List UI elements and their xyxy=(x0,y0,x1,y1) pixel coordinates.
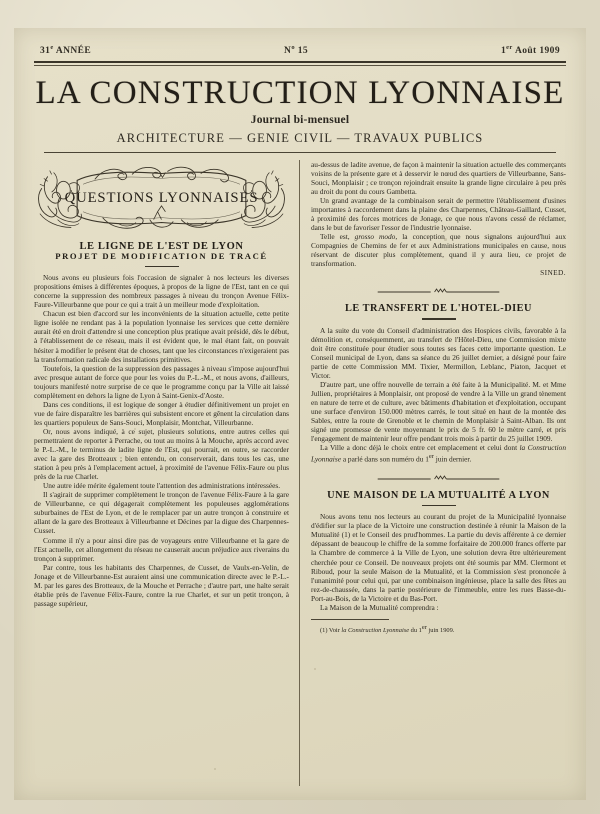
article1-headline: LE LIGNE DE L'EST DE LYON xyxy=(79,240,244,252)
paper-speck xyxy=(134,428,136,430)
article1-paragraph: Toutefois, la question de la suppression des passages à niveau s'impose aujourd'hui avec presque autant de force que pour les voies du P.-L.-M., et nous avons, d'ailleurs, toujours manifesté notre surprise de ce que le programme conçu par la Ville ait laissé complètement en dehors la ligne de Lyon à Saint-Genix-d'Aoste. xyxy=(34,363,289,400)
article3-heading-rule xyxy=(422,505,456,506)
paper-speck xyxy=(214,768,216,770)
article2-heading: LE TRANSFERT DE L'HOTEL-DIEU xyxy=(345,303,532,315)
journal-subtitle: Journal bi-mensuel xyxy=(250,113,350,126)
questions-lyonnaises-cartouche xyxy=(34,160,289,236)
article3-paragraph: Nous avons tenu nos lecteurs au courant du projet de la Municipalité lyonnaise d'édifier sur la place de la Victoire une construction destinée à réunir la Maison de la Mutualité (1) et le Conseil des prud'hommes. La partie du devis afférente à ce dernier dépassant de beaucoup le chiffre de la somme forfaitaire de 200.000 francs offerte par la Chambre de commerce à la Ville de Lyon, une solution devra être ultérieurement cherchée pour ce Conseil. De nouveaux projets ont été soumis par MM. Clermont et Riboud, pour la seule Maison de la Mutualité, et la Commission s'est prononcée à l'unanimité pour celui qui, par une combinaison ingénieuse, place la salle des fêtes au rez-de-chaussée, dans la partie postérieure de l'immeuble, entre les rues Basse-du-Port-au-Bois, de la Victoire et du Bas-Port. xyxy=(311,512,566,603)
article1-paragraph: Une autre idée mérite également toute l'attention des administrations intéressées. xyxy=(43,481,281,491)
article1-paragraph-cont: au-dessus de ladite avenue, de façon à maintenir la situation actuelle des commerçants voisins de la présente gare et à desservir le nœud des quartiers de Villeurbanne, Sans-Souci, Monplaisir ; ce tronçon rejoindrait ensuite la grande ligne circulaire à peu près au droit du pont du cours Gambetta. xyxy=(311,159,566,196)
article1-paragraph: Chacun est bien d'accord sur les inconvénients de la situation actuelle, cette petite ligne isolée ne rendant pas à la population lyonnaise les services que cette dernière aurait été en droit d'attendre si une conception plus pratique avait présidé, dès le début, à l'établissement de ce réseau, mais il est évident que, le mal étant fait, on pouvait hésiter à modifier le présent état de choses, tant que les circonstances n'exigeraient pas la transformation radicale des installations primitives. xyxy=(34,309,290,364)
article2-paragraph: A la suite du vote du Conseil d'administration des Hospices civils, favorable à la démolition et, conséquemment, au transfert de l'Hôtel-Dieu, une Commission mixte doit être constituée pour étudier sous toutes ses faces cette importante question. Le Conseil municipal de Lyon, dans sa séance du 26 juillet dernier, a désigné pour faire partie de cette Commission MM. Tixier, Mermillon, Leblanc, Piaton, Jacquet et Victor. xyxy=(311,325,566,380)
article1-paragraph: Par contre, tous les habitants des Charpennes, de Cusset, de Vaulx-en-Velin, de Jonage et de Villeurbanne-Est auraient ainsi une communication directe avec le P.-L.-M. par les gares des Brotteaux, de la Mouche et Perrache ; d'autre part, une halte serait établie près de l'avenue Félix-Faure, contre la rue Charlet, et sur un petit tronçon, à passage supérieur, xyxy=(34,562,289,608)
issue-line xyxy=(34,44,566,60)
article1-paragraph: Comme il n'y a pour ainsi dire pas de voyageurs entre Villeurbanne et la gare de l'Est actuelle, cet allongement du réseau ne causerait aucun préjudice aux riverains du tronçon à supprimer. xyxy=(34,535,289,563)
article1-signature: SINED. xyxy=(540,268,566,278)
footnote-journal-italic: la Construction Lyonnaise xyxy=(341,626,410,634)
masthead-bottom-rule xyxy=(44,152,556,153)
article2-paragraph: La Ville a donc déjà le choix entre cet emplacement et celui dont la Construction Lyonnaise a parlé dans son numéro du 1er juin dernier. xyxy=(311,443,566,464)
issue-date: 1er Août 1909 xyxy=(500,44,560,57)
article3-paragraph: La Maison de la Mutualité comprendra : xyxy=(320,602,439,612)
paper-sheet xyxy=(14,28,586,800)
page-title: LA CONSTRUCTION LYONNAISE xyxy=(35,74,565,111)
article-columns xyxy=(34,160,566,786)
latin-phrase: grosso modo xyxy=(354,232,396,242)
article1-paragraph: Il s'agirait de supprimer complètement le tronçon de l'avenue Félix-Faure à la gare de Villeurbanne, ce qui dégagerait complètement les populeuses agglomérations suburbaines de l'Est de Lyon, et de le remplacer par un autre tronçon à construire et allant de la gare des Brotteaux à Villeurbanne et Décines par la digue des Charpennes-Cusset. xyxy=(34,490,289,536)
article2-paragraph: D'autre part, une offre nouvelle de terrain a été faite à la Municipalité. M. et Mme Jullien, propriétaires à Monplaisir, ont proposé de vendre à la Ville un grand tènement en nature de terre et de culture, avec bâtiments d'habitation et d'exploitation, occupant une surface d'environ 150.000 mètres carrés, le tout situé en haut de la montée des Sables, entre la route de Grenoble et le chemin de Monplaisir à Saint-Alban. Ils ont signé une promesse de vente moyennant le prix de 5 fr. 60 le mètre carré, et pris l'engagement de maintenir leur offre pendant trois mois à partir du 25 juillet 1909. xyxy=(311,379,566,444)
article2-heading-rule xyxy=(422,318,456,319)
journal-tagline: ARCHITECTURE — GENIE CIVIL — TRAVAUX PUBLICS xyxy=(116,130,484,145)
column-left xyxy=(34,160,300,786)
journal-name-italic: la Construction Lyonnaise xyxy=(311,443,566,464)
article3-heading: UNE MAISON DE LA MUTUALITÉ A LYON xyxy=(327,489,550,501)
column-right xyxy=(300,160,566,786)
headline-rule xyxy=(145,266,179,267)
article1-paragraph: Dans ces conditions, il est logique de songer à étudier définitivement un projet en vue de faire disparaître les barrières qui subsistent encore et gênent la circulation dans les quartiers populeux de Sans-Souci, Monplaisir, Montchat, Villeurbanne. xyxy=(34,399,289,427)
year-label: 31e ANNÉE xyxy=(40,44,92,57)
article1-paragraph: Or, nous avons indiqué, à ce sujet, plusieurs solutions, entre autres celles qui permettraient de reporter à Perrache, ou tout au moins à la Mouche, après accord avec le P.-L.-M., le terminus de ladite ligne de l'Est, qui pourrait, en outre, se raccorder avec la gare des Brotteaux ; bien entendu, on conserverait, dans tous les cas, une station à peu près à l'emplacement actuel, à proximité de l'avenue Félix-Faure ou plus près de la rue Charlet. xyxy=(34,426,289,482)
article1-subhead: PROJET DE MODIFICATION DE TRACÉ xyxy=(55,250,268,261)
article1-paragraph-cont: Un grand avantage de la combinaison serait de permettre l'établissement d'usines importantes à raccordement dans la plaine des Charpennes, Château-Gaillard, Cusset, à proximité des forces motrices de Jonage, ce que nous n'avons cessé de réclamer, dans le but de favoriser l'essor de l'industrie lyonnaise. xyxy=(311,195,566,232)
footnote-rule xyxy=(311,619,389,620)
article1-closing-paragraph: Telle est, grosso modo, la conception que nous signalons aujourd'hui aux Compagnies de Chemins de fer et aux Administrations municipales en cause, nous réservant de discuter plus complètement, quand il y aura lieu, ce projet de transformation. xyxy=(311,232,566,269)
paper-speck xyxy=(314,668,316,670)
masthead-rule-secondary xyxy=(34,65,566,66)
masthead-rule xyxy=(34,61,566,63)
article1-paragraph: Nous avons eu plusieurs fois l'occasion de signaler à nos lecteurs les diverses propositions émises à différentes époques, à propos de la ligne de l'Est, tant en ce qui concerne la suppression des nombreux passages à niveau du tronçon Avenue Félix-Faure-Villeurbanne que pour ce qui a trait à un meilleur mode d'exploitation. xyxy=(34,273,289,310)
footnote: (1) Voir la Construction Lyonnaise du 1er juin 1909. xyxy=(320,623,455,634)
section-separator-ornament xyxy=(311,473,566,485)
issue-number: $N^o$ 15 xyxy=(284,44,309,57)
cartouche-banner-text: QUESTIONS LYONNAISES xyxy=(64,189,259,206)
paper-speck xyxy=(444,238,447,241)
section-separator-ornament xyxy=(311,286,566,298)
